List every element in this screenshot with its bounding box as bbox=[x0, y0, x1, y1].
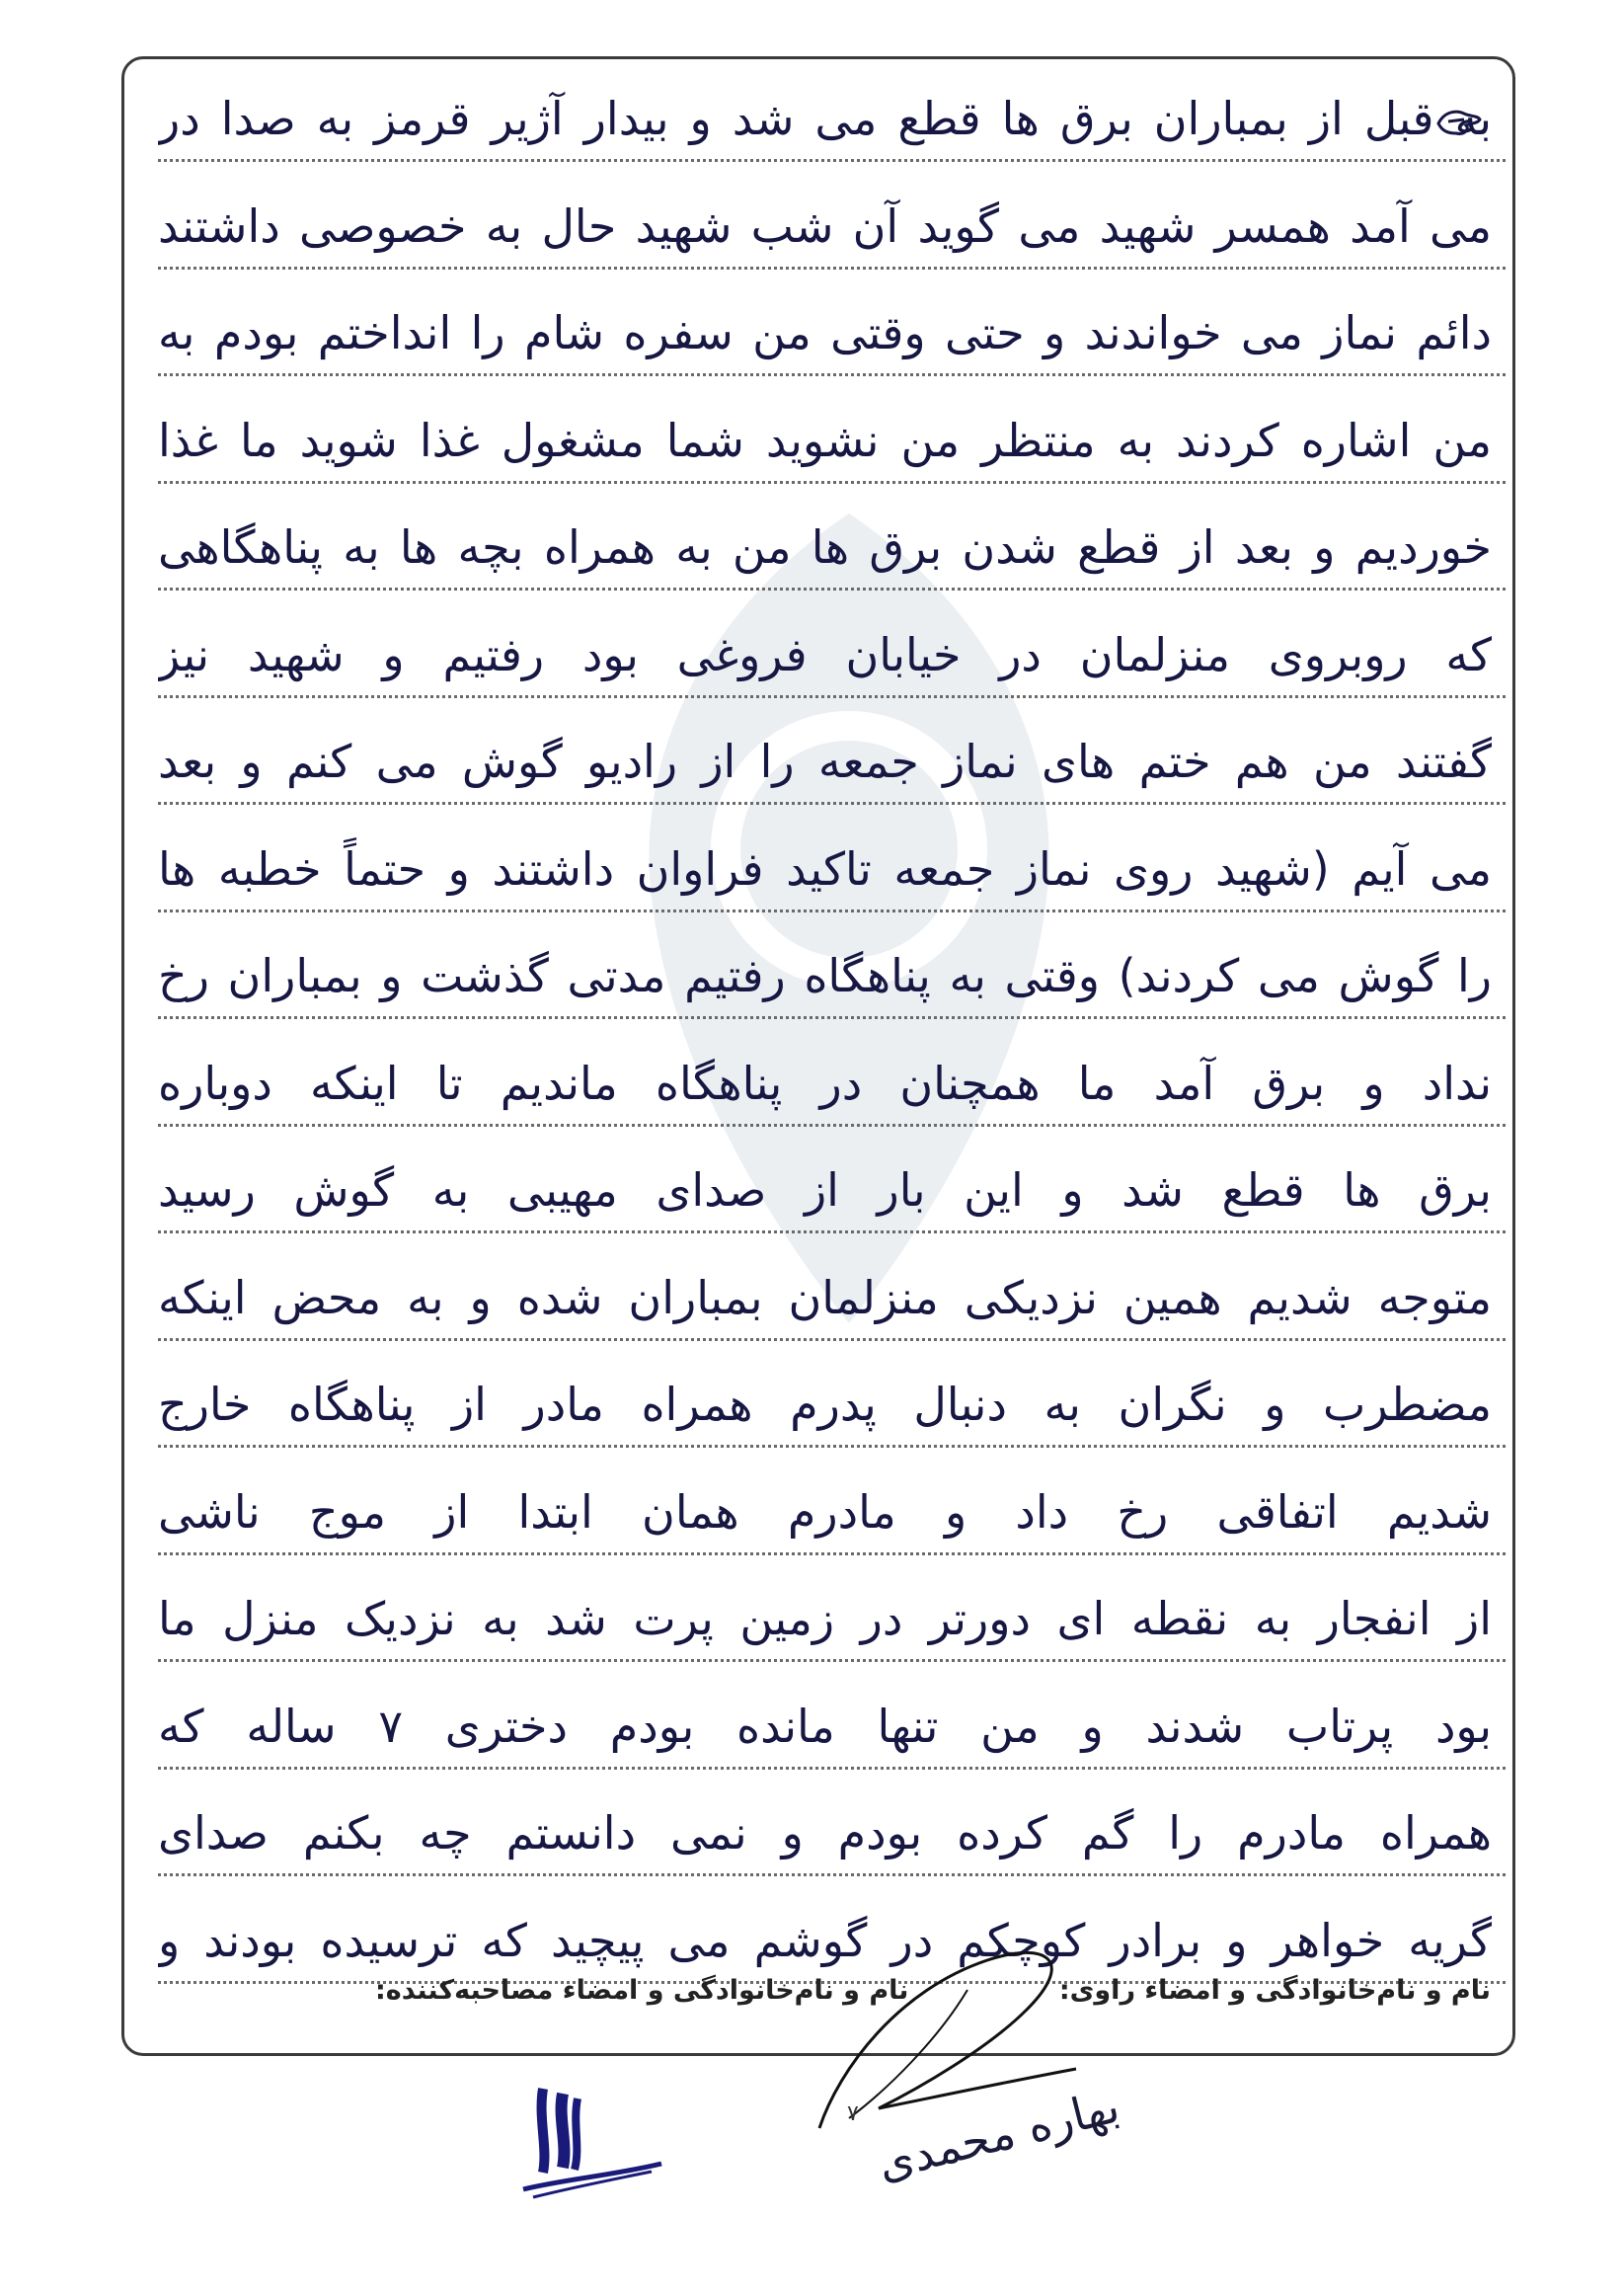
handwritten-line bbox=[158, 1783, 1506, 1882]
dotted-rule bbox=[158, 1552, 1506, 1555]
dotted-rule bbox=[158, 802, 1506, 805]
handwritten-line-text: برق ها قطع شد و این بار از صدای مهیبی به گوش رسید bbox=[158, 1163, 1492, 1217]
handwritten-line-text: متوجه شدیم همین نزدیکی منزلمان بمباران شده و به محض اینکه bbox=[158, 1270, 1492, 1324]
handwritten-line-text: دائم نماز می خواندند و حتی وقتی من سفره شام را انداختم بودم به bbox=[158, 306, 1492, 359]
interviewer-signature-label: نام و نام‌خانوادگی و امضاء مصاحبه‌کننده: bbox=[375, 1975, 909, 2006]
handwritten-line-text: به قبل از بمباران برق ها قطع می شد و بیدار آژیر قرمز به صدا در bbox=[158, 92, 1492, 145]
dotted-rule bbox=[158, 267, 1506, 270]
handwritten-line-text: از انفجار به نقطه ای دورتر در زمین پرت شد به نزدیک منزل ما bbox=[158, 1592, 1492, 1645]
narrator-signature-label: نام و نام‌خانوادگی و امضاء راوی: bbox=[1058, 1975, 1491, 2006]
handwritten-line bbox=[158, 391, 1506, 490]
handwritten-line bbox=[158, 1463, 1506, 1561]
dotted-rule bbox=[158, 1767, 1506, 1770]
handwritten-line-text: که روبروی منزلمان در خیابان فروغی بود رفتیم و شهید نیز bbox=[158, 627, 1492, 681]
dotted-rule bbox=[158, 1873, 1506, 1876]
handwritten-line-text: می آمد همسر شهید می گوید آن شب شهید حال به خصوصی داشتند bbox=[158, 198, 1492, 253]
dotted-rule bbox=[158, 1338, 1506, 1341]
dotted-rule bbox=[158, 159, 1506, 162]
handwritten-line bbox=[158, 1569, 1506, 1668]
dotted-rule bbox=[158, 588, 1506, 591]
handwritten-line-text: خوردیم و بعد از قطع شدن برق ها من به همراه بچه ها به پناهگاهی bbox=[158, 520, 1492, 574]
handwritten-line-text: گفتند من هم ختم های نماز جمعه را از رادیو گوش می کنم و بعد bbox=[158, 735, 1492, 788]
handwritten-line bbox=[158, 1248, 1506, 1347]
handwritten-line-text: می آیم (شهید روی نماز جمعه تاکید فراوان داشتند و حتماً خطبه ها bbox=[158, 841, 1492, 896]
handwritten-line bbox=[158, 712, 1506, 811]
handwritten-line-text: گریه خواهر و برادر کوچکم در گوشم می پیچید که ترسیده بودند و bbox=[158, 1913, 1492, 1967]
handwritten-line bbox=[158, 605, 1506, 704]
signature-name: بهاره محمدی bbox=[872, 2079, 1125, 2191]
handwritten-line-text: نداد و برق آمد ما همچنان در پناهگاه ماندیم تا اینکه دوباره bbox=[158, 1056, 1492, 1110]
dotted-rule bbox=[158, 1016, 1506, 1019]
handwritten-line bbox=[158, 69, 1506, 168]
handwritten-line bbox=[158, 820, 1506, 918]
dotted-rule bbox=[158, 1445, 1506, 1448]
dotted-rule bbox=[158, 373, 1506, 376]
handwritten-line bbox=[158, 283, 1506, 382]
handwritten-line bbox=[158, 1677, 1506, 1776]
dotted-rule bbox=[158, 1659, 1506, 1662]
handwritten-line bbox=[158, 1141, 1506, 1239]
handwritten-line bbox=[158, 177, 1506, 276]
dotted-rule bbox=[158, 1230, 1506, 1233]
handwritten-line-text: را گوش می کردند) وقتی به پناهگاه رفتیم مدتی گذشت و بمباران رخ bbox=[158, 949, 1492, 1002]
dotted-rule bbox=[158, 910, 1506, 912]
handwritten-line-text: همراه مادرم را گم کرده بودم و نمی دانستم چه بکنم صدای bbox=[158, 1806, 1492, 1860]
handwritten-line-text: شدیم اتفاقی رخ داد و مادرم همان ابتدا از موج ناشی bbox=[158, 1484, 1492, 1539]
handwritten-line-text: من اشاره کردند به منتظر من نشوید شما مشغول غذا شوید ما غذا bbox=[158, 413, 1492, 467]
dotted-rule bbox=[158, 695, 1506, 698]
handwritten-line-text: بود پرتاب شدند و من تنها مانده بودم دختری ۷ ساله که bbox=[158, 1699, 1492, 1753]
handwritten-line-text: مضطرب و نگران به دنبال پدرم همراه مادر از پناهگاه خارج bbox=[158, 1378, 1492, 1431]
ink-signature-scribble bbox=[503, 2069, 671, 2207]
handwritten-line bbox=[158, 1034, 1506, 1133]
handwritten-line bbox=[158, 498, 1506, 596]
handwritten-line bbox=[158, 1355, 1506, 1454]
page-number: ۷ bbox=[847, 2101, 859, 2126]
dotted-rule bbox=[158, 1124, 1506, 1127]
handwritten-line bbox=[158, 926, 1506, 1025]
dotted-rule bbox=[158, 481, 1506, 484]
